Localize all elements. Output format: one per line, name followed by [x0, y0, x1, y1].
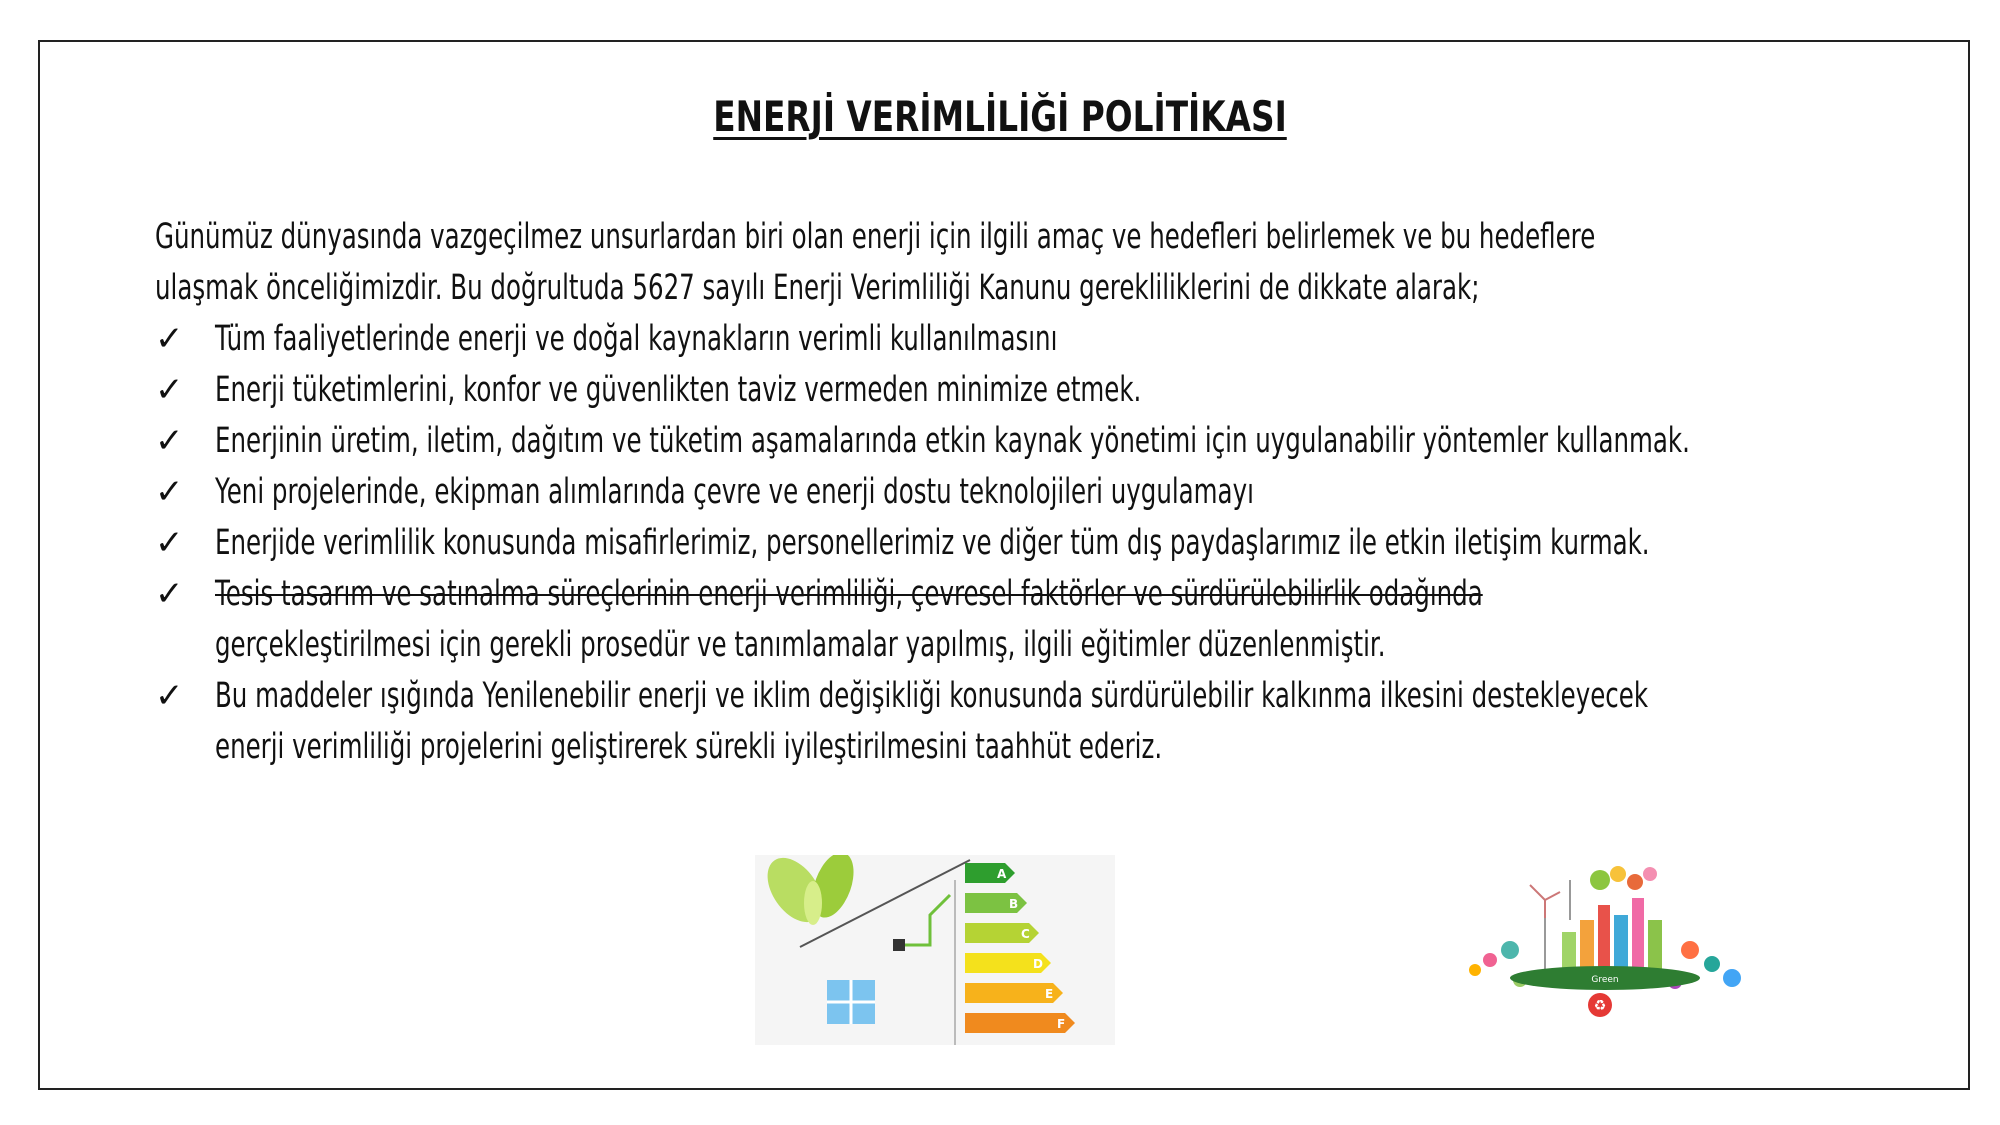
page-title: ENERJİ VERİMLİLİĞİ POLİTİKASI — [713, 92, 1287, 141]
list-item — [155, 671, 1915, 773]
list-item-text: Yeni projelerinde, ekipman alımlarında çevre ve enerji dostu teknolojileri uygulamayı — [215, 472, 1254, 512]
check-icon: ✓ — [155, 319, 184, 359]
intro-line-1: Günümüz dünyasında vazgeçilmez unsurlardan biri olan enerji için ilgili amaç ve hedefleri belirlemek ve bu hedeflere — [155, 217, 1596, 257]
check-icon: ✓ — [155, 421, 184, 461]
list-item — [155, 569, 1915, 671]
list-item — [155, 314, 1915, 365]
green-city-illustration — [1450, 860, 1750, 1025]
check-icon: ✓ — [155, 574, 184, 614]
energy-bar-label: E — [1045, 987, 1054, 1001]
list-item-text: Tüm faaliyetlerinde enerji ve doğal kaynakların verimli kullanılmasını — [215, 319, 1058, 359]
list-item-text: Enerjide verimlilik konusunda misafirlerimiz, personellerimiz ve diğer tüm dış paydaşlarımız ile etkin iletişim kurmak. — [215, 523, 1650, 563]
window-icon — [827, 980, 875, 1024]
policy-body — [155, 212, 1915, 773]
list-item-text: gerçekleştirilmesi için gerekli prosedür ve tanımlamalar yapılmış, ilgili eğitimler düzenlenmiştir. — [215, 625, 1386, 665]
check-icon: ✓ — [155, 523, 184, 563]
plug-icon — [893, 939, 905, 951]
recycle-symbol: ♻ — [1593, 998, 1607, 1014]
energy-bar-label: F — [1057, 1017, 1066, 1031]
list-item-text-struck: Tesis tasarım ve satınalma süreçlerinin enerji verimliliği, çevresel faktörler ve sürdürülebilirlik odağında — [215, 574, 1483, 614]
list-item-text: enerji verimliliği projelerini geliştirerek sürekli iyileştirilmesini taahhüt ederiz. — [215, 727, 1163, 767]
list-item-text: Enerji tüketimlerini, konfor ve güvenlikten taviz vermeden minimize etmek. — [215, 370, 1142, 410]
list-item-text: Bu maddeler ışığında Yenilenebilir enerji ve iklim değişikliği konusunda sürdürülebilir kalkınma ilkesini destekleyecek — [215, 676, 1649, 716]
city-buildings — [1562, 898, 1662, 975]
energy-rating-illustration — [755, 855, 1115, 1045]
energy-bar-label: D — [1033, 957, 1043, 971]
check-icon: ✓ — [155, 676, 184, 716]
check-icon: ✓ — [155, 472, 184, 512]
energy-bar-label: B — [1009, 897, 1019, 911]
energy-bar-a — [965, 863, 1015, 883]
list-item-text: Enerjinin üretim, iletim, dağıtım ve tüketim aşamalarında etkin kaynak yönetimi için uygulanabilir yöntemler kullanmak. — [215, 421, 1690, 461]
energy-bar-label: C — [1021, 927, 1030, 941]
list-item — [155, 467, 1915, 518]
city-caption: Green — [1591, 975, 1619, 985]
list-item — [155, 416, 1915, 467]
check-icon: ✓ — [155, 370, 184, 410]
energy-bar-label: A — [997, 867, 1007, 881]
intro-line-2: ulaşmak önceliğimizdir. Bu doğrultuda 5627 sayılı Enerji Verimliliği Kanunu gerekliliklerini de dikkate alarak; — [155, 268, 1480, 308]
list-item — [155, 365, 1915, 416]
list-item — [155, 518, 1915, 569]
